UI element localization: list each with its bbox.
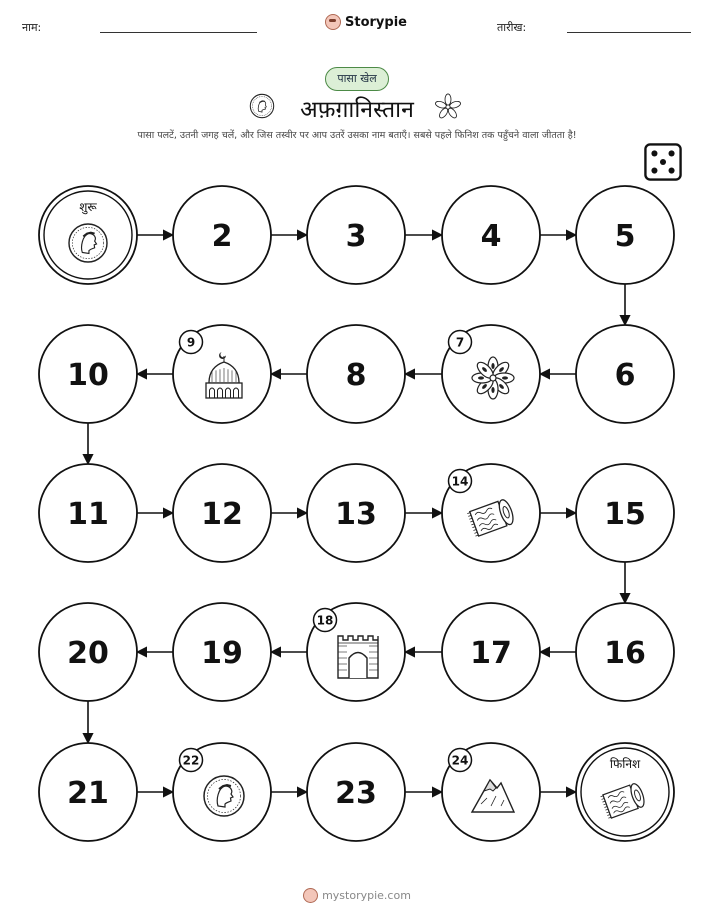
space-number: 5 (614, 219, 636, 254)
space-number: 19 (201, 636, 243, 671)
board-space-5[interactable] (576, 186, 674, 284)
space-number-badge (180, 331, 203, 354)
coin-icon (69, 224, 107, 262)
board-space-19[interactable] (173, 603, 271, 701)
board-space-9[interactable] (173, 325, 271, 423)
space-number: 9 (186, 335, 196, 350)
board-space-15[interactable] (576, 464, 674, 562)
space-number: 18 (316, 613, 334, 628)
storypie-logo-icon (303, 888, 318, 903)
board-space-12[interactable] (173, 464, 271, 562)
space-number: 23 (335, 776, 377, 811)
instructions: पासा पलटें, उतनी जगह चलें, और जिस तस्वीर पर आप उतरें उसका नाम बताएँ। सबसे पहले फिनिश तक पहुँचने वाला जीतता है! (137, 130, 577, 141)
brand-name: Storypie (345, 14, 407, 30)
space-number: 24 (451, 753, 469, 768)
space-number: 15 (604, 497, 646, 532)
board-space-18[interactable] (307, 603, 405, 701)
board-space-16[interactable] (576, 603, 674, 701)
board-space-21[interactable] (39, 743, 137, 841)
space-number: 10 (67, 358, 109, 393)
footer (0, 888, 714, 903)
board-space-24[interactable] (442, 743, 540, 841)
fort-gate-icon (338, 636, 378, 678)
space-number-badge (180, 749, 203, 772)
board-space-3[interactable] (307, 186, 405, 284)
footer-site[interactable]: mystorypie.com (322, 889, 411, 902)
space-number: 13 (335, 497, 377, 532)
space-number: 14 (451, 474, 469, 489)
space-number-badge (314, 609, 337, 632)
space-number: 11 (67, 497, 109, 532)
board-space-8[interactable] (307, 325, 405, 423)
board-space-23[interactable] (307, 743, 405, 841)
star-anise-icon (472, 357, 514, 399)
board-space-13[interactable] (307, 464, 405, 562)
game-type-badge: पासा खेल (325, 67, 389, 91)
date-label: तारीख: (497, 21, 527, 34)
space-number: 17 (470, 636, 512, 671)
board-space-7[interactable] (442, 325, 540, 423)
board-space-22[interactable] (173, 743, 271, 841)
space-number: 20 (67, 636, 109, 671)
space-number: 16 (604, 636, 646, 671)
space-number: 4 (480, 219, 502, 254)
page-title: अफ़ग़ानिस्तान (300, 97, 414, 123)
space-number-badge (449, 470, 472, 493)
space-number-badge (449, 331, 472, 354)
board-space-11[interactable] (39, 464, 137, 562)
board-space-20[interactable] (39, 603, 137, 701)
finish-label: फिनिश (609, 757, 641, 771)
board-space-start[interactable] (39, 186, 137, 284)
space-number: 3 (345, 219, 367, 254)
space-number: 22 (182, 753, 200, 768)
space-number-badge (449, 749, 472, 772)
space-number: 2 (211, 219, 233, 254)
space-number: 12 (201, 497, 243, 532)
space-number: 7 (455, 335, 465, 350)
board-space-17[interactable] (442, 603, 540, 701)
board-space-6[interactable] (576, 325, 674, 423)
space-number: 21 (67, 776, 109, 811)
board-space-4[interactable] (442, 186, 540, 284)
start-label: शुरू (79, 200, 97, 214)
board-space-2[interactable] (173, 186, 271, 284)
board-space-10[interactable] (39, 325, 137, 423)
space-number: 6 (614, 358, 636, 393)
coin-icon (204, 776, 244, 816)
name-label: नाम: (22, 21, 42, 34)
board-space-finish[interactable] (576, 743, 674, 841)
board-space-14[interactable] (442, 464, 540, 562)
space-number: 8 (345, 358, 367, 393)
